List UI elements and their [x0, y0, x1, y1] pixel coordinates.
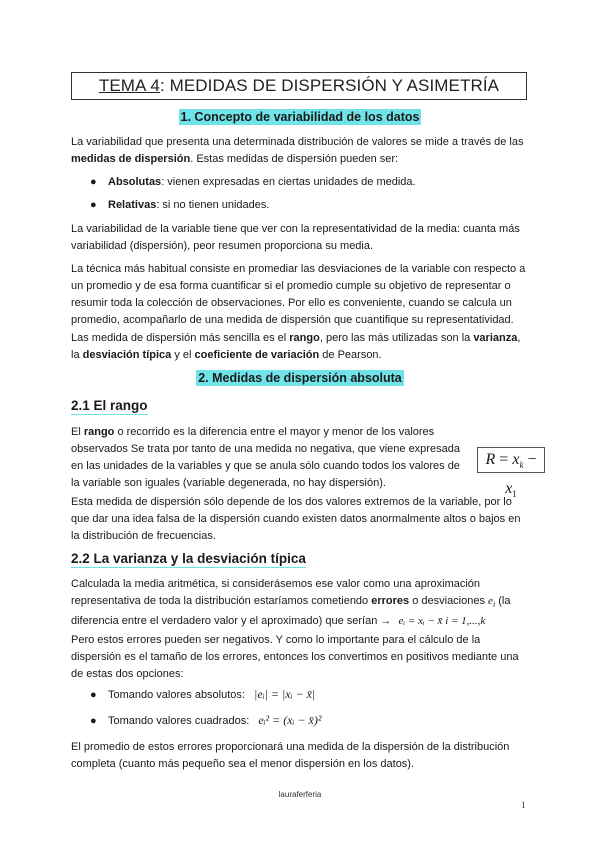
paragraph-measures-list: Las medida de dispersión más sencilla es el rango, pero las más utilizadas son la varianza, la desviación típica y el coeficiente de variación de Pearson.	[71, 332, 521, 361]
paragraph-variability: La variabilidad que presenta una determinada distribución de valores se mide a través de las medidas de dispersión. Estas medidas de dispersión pueden ser:	[71, 136, 524, 165]
subsection-rango-heading: 2.1 El rango	[71, 398, 148, 413]
paragraph-negative-errors: Pero estos errores pueden ser negativos. Y como lo importante para el cálculo de la dispersión es el tamaño de los errores, entonces los convertimos en positivos mediante una de estas dos opciones:	[71, 634, 519, 680]
bullet-relativas: ● Relativas: si no tienen unidades.	[90, 199, 270, 211]
paragraph-average-errors: El promedio de estos errores proporcionará una medida de la dispersión de la distribución completa (cuanto más pequeño sea el menor dispersión en los datos).	[71, 741, 510, 770]
squared-error-formula: eᵢ² = (xᵢ − x̄)²	[258, 713, 322, 727]
paragraph-technique: La técnica más habitual consiste en promediar las desviaciones de la variable con respecto a un promedio y de esa forma cuantificar si el promedio cumple su objetivo de representar o resumir toda la colección de observaciones. Por ello es conveniente, cuando se calcula un promedio, acompañarlo de una medida de dispersión que cuantifique su representatividad.	[71, 263, 526, 326]
absolute-error-formula: |eᵢ| = |xᵢ − x̄|	[254, 687, 316, 701]
bullet-absolutas: ● Absolutas: vienen expresadas en ciertas unidades de medida.	[90, 176, 416, 188]
paragraph-errors: Calculada la media aritmética, si considerásemos ese valor como una aproximación representativa de toda la distribución estaríamos cometiendo errores o desviaciones $e_i$ (la diferencia entre el verdadero valor y el aproximado) que serían → eᵢ = xᵢ − x̄ i = 1,...,k	[71, 578, 511, 628]
paragraph-representativity: La variabilidad de la variable tiene que ver con la representatividad de la media: cuanta más variabilidad (dispersión), peor resumen proporciona su media.	[71, 223, 520, 252]
paragraph-rango: El rango o recorrido es la diferencia entre el mayor y menor de los valores observados Se trata por tanto de una medida no negativa, que viene expresada en las unidades de la variables y que se anula sólo cuando todos los valores de la variable son iguales (variable degenerada, no hay dispersión).	[71, 426, 460, 489]
subsection-varianza-heading: 2.2 La varianza y la desviación típica	[71, 551, 306, 566]
section-1-heading: 1. Concepto de variabilidad de los datos	[180, 110, 420, 124]
document-title	[71, 72, 527, 100]
range-formula: $R = x_k - x_1$	[477, 447, 545, 473]
error-formula: eᵢ = xᵢ − x̄ i = 1,...,k	[398, 615, 486, 628]
bullet-absolute-values: ● Tomando valores absolutos: |eᵢ| = |xᵢ − x̄|	[90, 687, 316, 701]
title-topic-number: TEMA 4	[98, 76, 160, 95]
page-number: 1	[521, 800, 526, 810]
paragraph-range-limitation: Esta medida de dispersión sólo depende de los dos valores extremos de la variable, por lo que dar una idea falsa de la dispersión cuando existen datos anormalmente altos o bajos en la distribución de frecuencias.	[71, 496, 521, 542]
title-topic-name: : MEDIDAS DE DISPERSIÓN Y ASIMETRÍA	[159, 76, 500, 95]
section-2-heading: 2. Medidas de dispersión absoluta	[198, 371, 402, 385]
bullet-squared-values: ● Tomando valores cuadrados: eᵢ² = (xᵢ − x̄)²	[90, 713, 322, 727]
footer-author: lauraferferia	[278, 790, 322, 799]
